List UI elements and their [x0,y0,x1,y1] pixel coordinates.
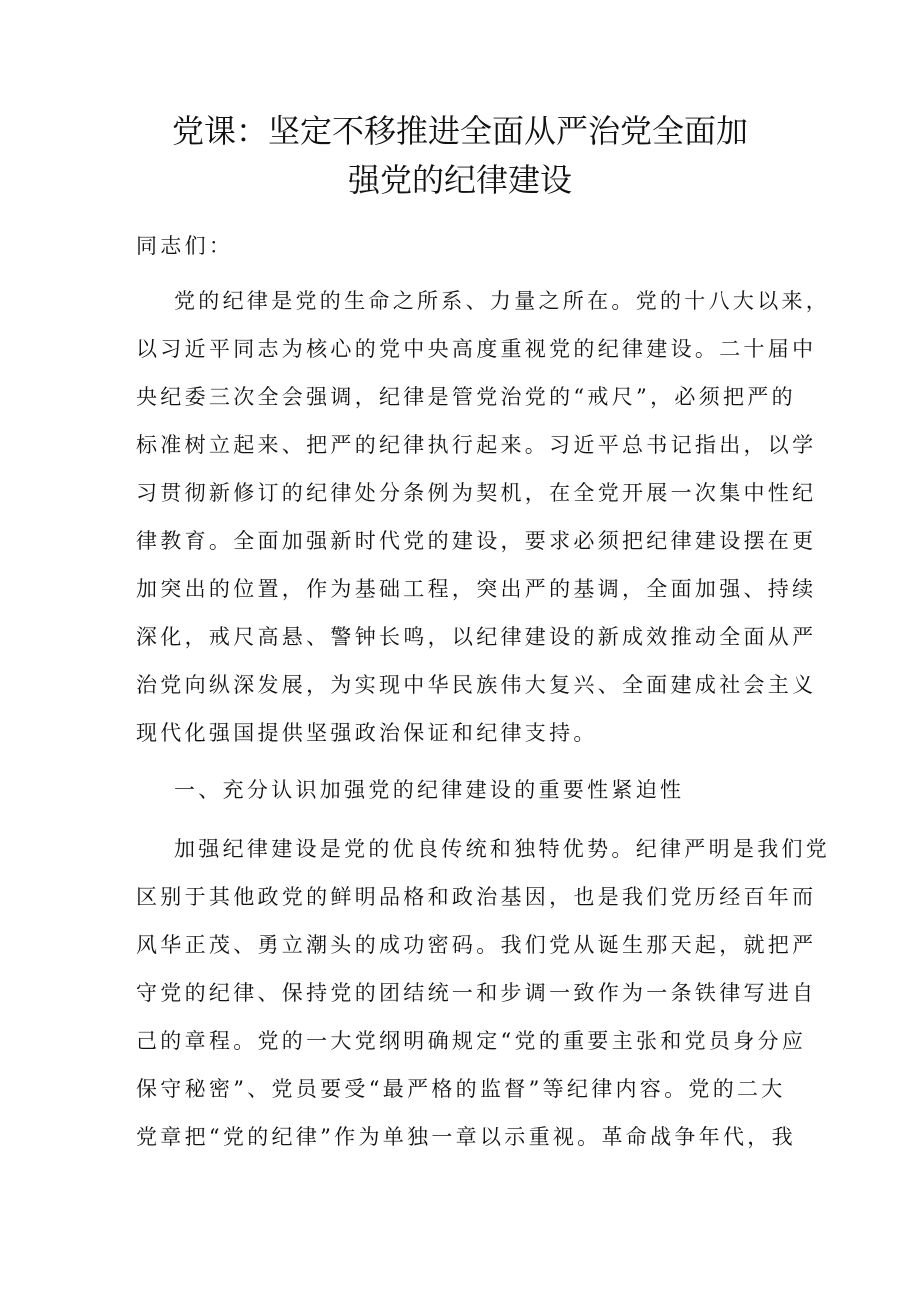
paragraph-2-line: 加强纪律建设是党的优良传统和独特优势。纪律严明是我们党 [174,837,831,861]
paragraph-1-line: 深化，戒尺高悬、警钟长鸣，以纪律建设的新成效推动全面从严 [136,625,817,649]
salutation: 同志们： [136,234,234,258]
document-title-line-2: 强党的纪律建设 [347,161,572,199]
paragraph-1-line: 标准树立起来、把严的纪律执行起来。习近平总书记指出，以学 [136,433,817,457]
paragraph-2-line: 守党的纪律、保持党的团结统一和步调一致作为一条铁律写进自 [136,981,817,1005]
paragraph-1-line: 以习近平同志为核心的党中央高度重视党的纪律建设。二十届中 [136,337,817,361]
section-heading: 一、充分认识加强党的纪律建设的重要性紧迫性 [174,778,685,802]
paragraph-1-line: 党的纪律是党的生命之所系、力量之所在。党的十八大以来， [174,289,831,313]
paragraph-1-line: 加突出的位置，作为基础工程，突出严的基调，全面加强、持续 [136,577,817,601]
paragraph-1-line: 习贯彻新修订的纪律处分条例为契机，在全党开展一次集中性纪 [136,481,817,505]
paragraph-2-line: 保守秘密”、党员要受“最严格的监督”等纪律内容。党的二大 [136,1077,786,1101]
paragraph-1-line: 律教育。全面加强新时代党的建设，要求必须把纪律建设摆在更 [136,529,817,553]
paragraph-1-line: 现代化强国提供坚强政治保证和纪律支持。 [136,721,598,745]
document-title-line-1: 党课：坚定不移推进全面从严治党全面加 [171,112,748,150]
paragraph-1-line: 治党向纵深发展，为实现中华民族伟大复兴、全面建成社会主义 [136,673,817,697]
paragraph-1-line: 央纪委三次全会强调，纪律是管党治党的“戒尺”，必须把严的 [136,385,796,409]
paragraph-2-line: 己的章程。党的一大党纲明确规定“党的重要主张和党员身分应 [136,1029,807,1053]
paragraph-2-line: 区别于其他政党的鲜明品格和政治基因，也是我们党历经百年而 [136,885,817,909]
paragraph-2-line: 党章把“党的纪律”作为单独一章以示重视。革命战争年代，我 [136,1125,796,1149]
paragraph-2-line: 风华正茂、勇立潮头的成功密码。我们党从诞生那天起，就把严 [136,933,817,957]
